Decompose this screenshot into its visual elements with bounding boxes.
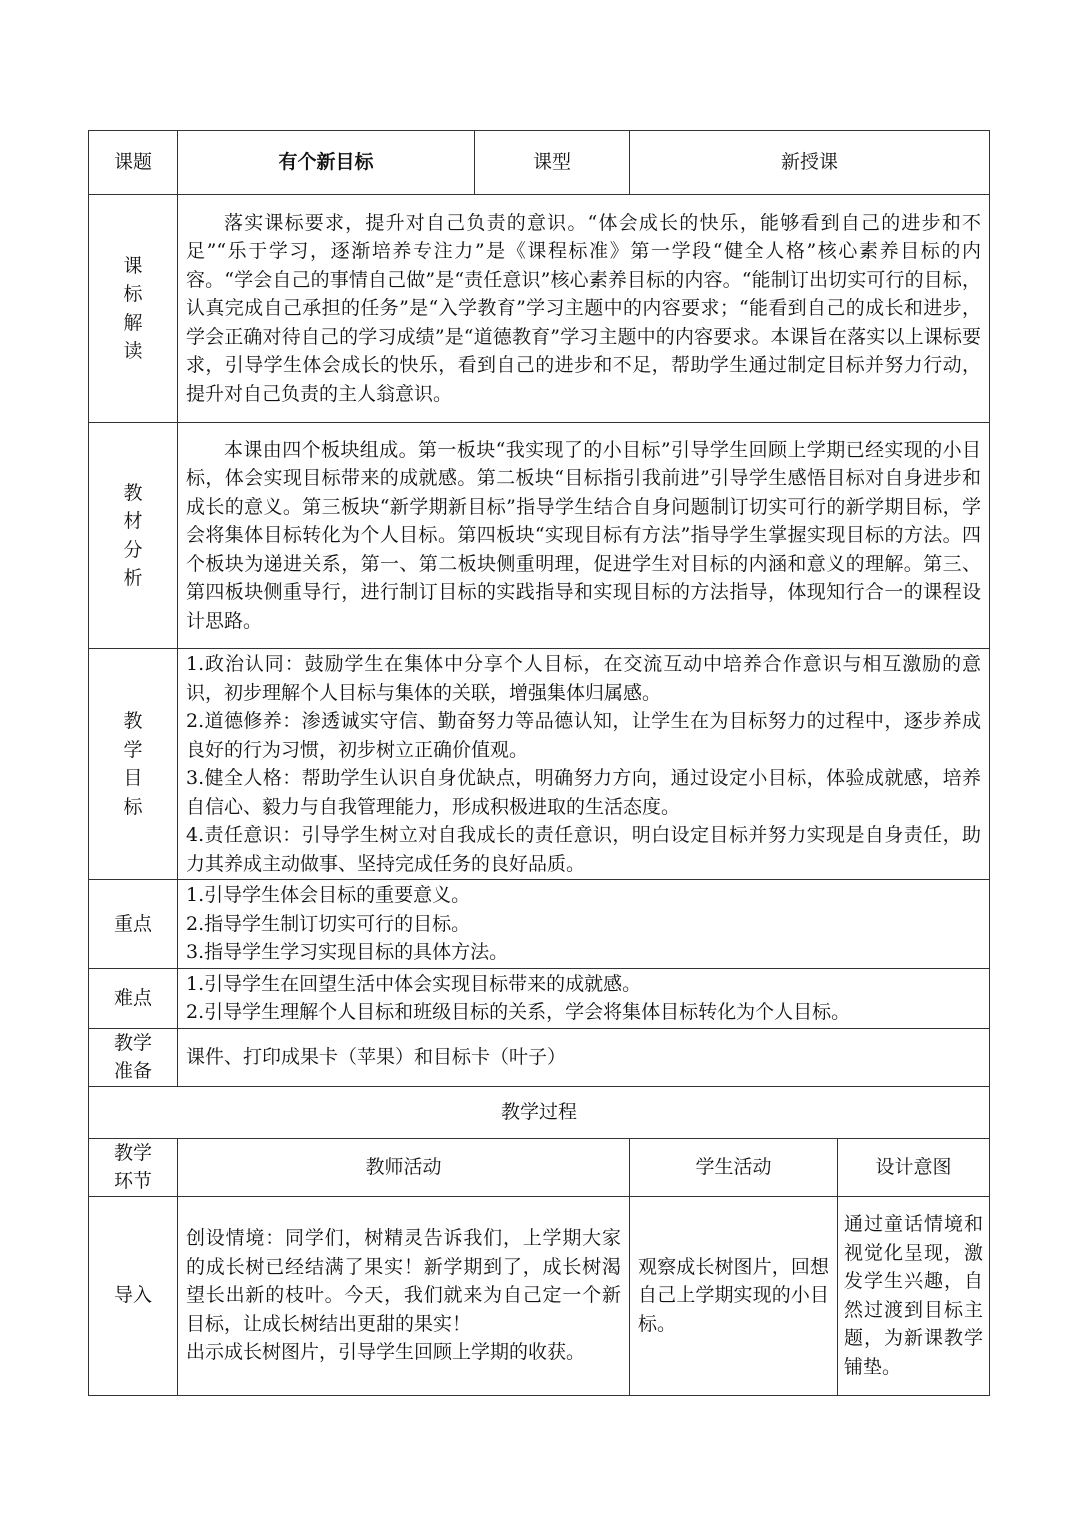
student-activity-header: 学生活动 (630, 1138, 838, 1196)
teacher-activity-cell: 创设情境：同学们，树精灵告诉我们，上学期大家的成长树已经结满了果实！新学期到了，成长树渴望长出新的枝叶。今天，我们就来为自己定一个新目标，让成长树结出更甜的果实！ 出示成长树图片，引导学生回顾上学期的收获。 (178, 1196, 630, 1395)
goals-row (89, 649, 990, 880)
goals-label: 教 学 目 标 (89, 649, 178, 880)
key-points-label: 重点 (89, 880, 178, 969)
type-value: 新授课 (630, 131, 990, 195)
process-title-row (89, 1086, 990, 1138)
type-label: 课型 (475, 131, 630, 195)
lesson-plan-table (88, 130, 990, 1396)
difficulty-item: 1.引导学生在回望生活中体会实现目标带来的成就感。 (186, 972, 642, 995)
difficulties-row (89, 968, 990, 1028)
preparation-text: 课件、打印成果卡（苹果）和目标卡（叶子） (178, 1028, 990, 1086)
key-point-item: 2.指导学生制订切实可行的目标。 (186, 912, 471, 935)
difficulty-item: 2.引导学生理解个人目标和班级目标的关系，学会将集体目标转化为个人目标。 (186, 1001, 851, 1023)
textbook-label: 教 材 分 析 (89, 423, 178, 649)
goal-item: 2.道德修养：渗透诚实守信、勤奋努力等品德认知，让学生在为目标努力的过程中，逐步养成良好的行为习惯，初步树立正确价值观。 (186, 710, 982, 761)
curriculum-label: 课 标 解 读 (89, 195, 178, 423)
goal-item: 1.政治认同：鼓励学生在集体中分享个人目标，在交流互动中培养合作意识与相互激励的意识，初步理解个人目标与集体的关联，增强集体归属感。 (186, 653, 982, 704)
curriculum-row (89, 195, 990, 423)
preparation-label: 教学 准备 (89, 1028, 178, 1086)
textbook-row (89, 423, 990, 649)
difficulties-list (178, 968, 990, 1028)
textbook-text: 本课由四个板块组成。第一板块“我实现了的小目标”引导学生回顾上学期已经实现的小目标，体会实现目标带来的成就感。第二板块“目标指引我前进”引导学生感悟目标对自身进步和成长的意义。第三板块“新学期新目标”指导学生结合自身问题制订切实可行的新学期目标，学会将集体目标转化为个人目标。第四板块“实现目标有方法”指导学生掌握实现目标的方法。四个板块为递进关系，第一、第二板块侧重明理，促进学生对目标的内涵和意义的理解。第三、第四板块侧重导行，进行制订目标的实践指导和实现目标的方法指导，体现知行合一的课程设计思路。 (178, 423, 990, 649)
curriculum-text: 落实课标要求，提升对自己负责的意识。“体会成长的快乐，能够看到自己的进步和不足”“乐于学习，逐渐培养专注力”是《课程标准》第一学段“健全人格”核心素养目标的内容。“学会自己的事情自己做”是“责任意识”核心素养目标的内容。“能制订出切实可行的目标，认真完成自己承担的任务”是“入学教育”学习主题中的内容要求；“能看到自己的成长和进步，学会正确对待自己的学习成绩”是“道德教育”学习主题中的内容要求。本课旨在落实以上课标要求，引导学生体会成长的快乐，看到自己的进步和不足，帮助学生通过制定目标并努力行动，提升对自己负责的主人翁意识。 (178, 195, 990, 423)
process-header-row (89, 1138, 990, 1196)
table-row (89, 1196, 990, 1395)
teacher-activity-header: 教师活动 (178, 1138, 630, 1196)
process-title: 教学过程 (89, 1086, 990, 1138)
key-point-item: 3.指导学生学习实现目标的具体方法。 (186, 941, 509, 963)
stage-header: 教学 环节 (89, 1138, 178, 1196)
header-row (89, 131, 990, 195)
design-intent-cell: 通过童话情境和视觉化呈现，激发学生兴趣，自然过渡到目标主题，为新课教学铺垫。 (838, 1196, 990, 1395)
goal-item: 3.健全人格：帮助学生认识自身优缺点，明确努力方向，通过设定小目标，体验成就感，培养自信心、毅力与自我管理能力，形成积极进取的生活态度。 (186, 767, 982, 818)
design-intent-header: 设计意图 (838, 1138, 990, 1196)
goals-list (178, 649, 990, 880)
key-point-item: 1.引导学生体会目标的重要意义。 (186, 884, 471, 906)
topic-label: 课题 (89, 131, 178, 195)
preparation-row (89, 1028, 990, 1086)
difficulties-label: 难点 (89, 968, 178, 1028)
goal-item: 4.责任意识：引导学生树立对自我成长的责任意识，明白设定目标并努力实现是自身责任，助力其养成主动做事、坚持完成任务的良好品质。 (186, 824, 982, 875)
key-points-row (89, 880, 990, 969)
stage-cell: 导入 (89, 1196, 178, 1395)
student-activity-cell: 观察成长树图片，回想自己上学期实现的小目标。 (630, 1196, 838, 1395)
key-points-list (178, 880, 990, 969)
topic-value: 有个新目标 (178, 131, 475, 195)
